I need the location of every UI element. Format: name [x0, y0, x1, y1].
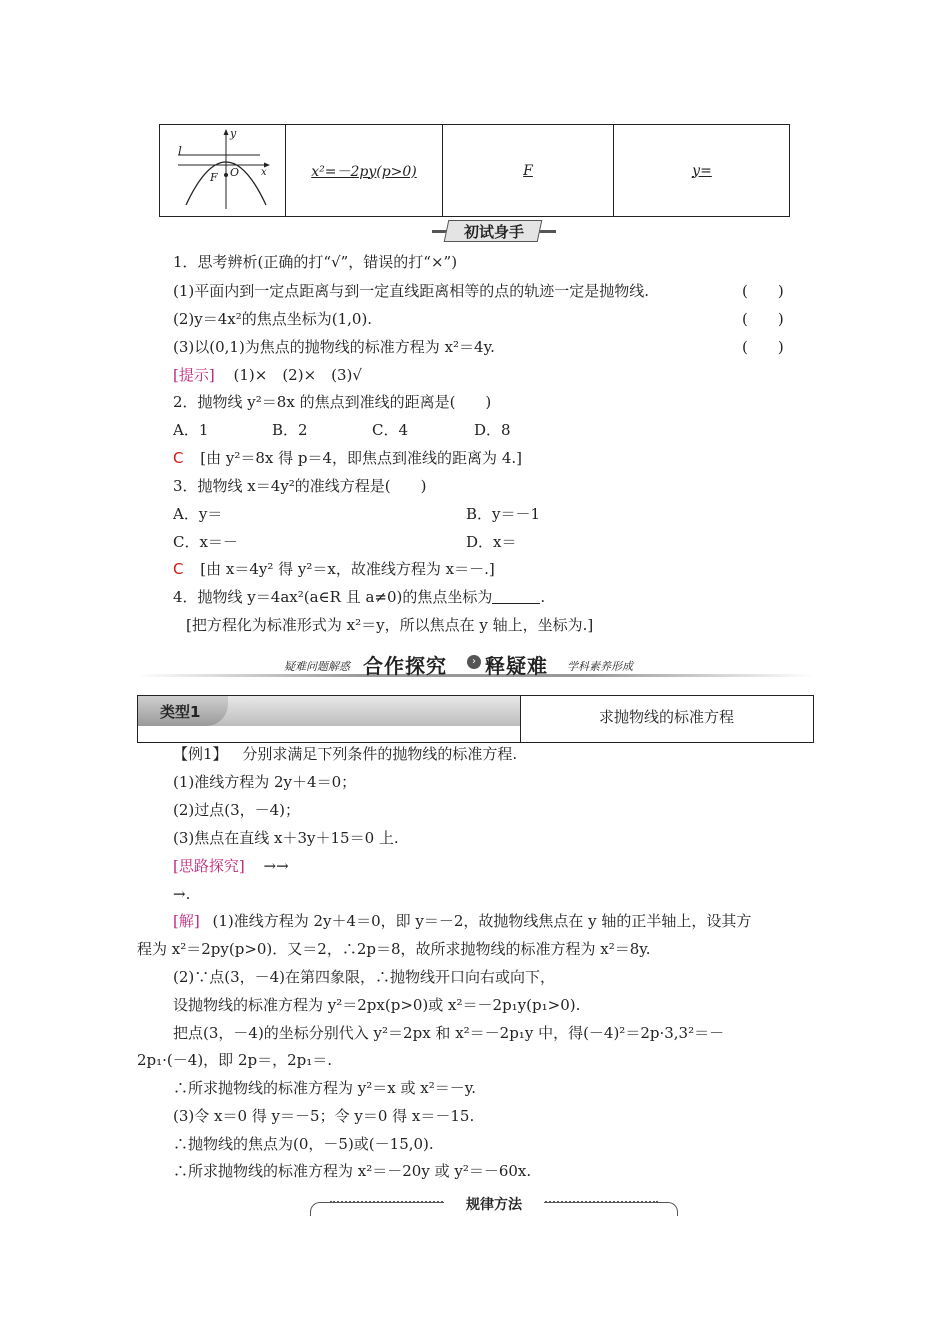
solution-label: [解]: [173, 912, 200, 930]
q1-paren-2: ( ): [742, 310, 784, 328]
q1-item-1: (1)平面内到一定点距离与到一定直线距离相等的点的轨迹一定是抛物线.: [173, 282, 650, 300]
idea-label: [思路探究]: [173, 857, 245, 875]
q2-option-c: C．4: [372, 421, 409, 439]
section-banner-try: [432, 220, 556, 242]
solution-line-1: [173, 911, 751, 931]
q2-answer-letter: C: [173, 449, 184, 467]
section-title: 初试身手: [463, 223, 524, 241]
type-title: 求抛物线的标准方程: [598, 708, 734, 726]
section-banner-cooperate: [137, 646, 814, 684]
solution-line-6: 2p₁·(－4)，即 2p＝，2p₁＝.: [137, 1051, 333, 1069]
q1-hint: [173, 365, 362, 385]
example-label: 【例1】: [173, 745, 228, 763]
q2-option-b: B．2: [272, 421, 308, 439]
type-header: [137, 695, 814, 743]
example-item-2: (2)过点(3，－4)；: [173, 801, 301, 819]
q3-answer-letter: C: [173, 560, 184, 578]
q2-answer: [173, 448, 522, 468]
q2-option-a: A．1: [173, 421, 209, 439]
banner-arrow-icon: ›: [467, 655, 481, 669]
q1-item-2: (2)y＝4x²的焦点坐标为(1,0).: [173, 310, 373, 328]
example-text: 分别求满足下列条件的抛物线的标准方程.: [242, 745, 518, 763]
q2-option-d: D．8: [474, 421, 511, 439]
parabola-graph-svg: [174, 129, 274, 213]
solution-line-10: ∴所求抛物线的标准方程为 x²＝－20y 或 y²＝－60x.: [173, 1162, 532, 1180]
example-item-3: (3)焦点在直线 x＋3y＋15＝0 上.: [173, 829, 399, 847]
idea-line: [173, 856, 289, 876]
q4-end: .: [540, 588, 546, 606]
banner-title-1: 合作探究: [363, 654, 447, 678]
banner-title-2: 释疑难: [485, 654, 548, 678]
q4-blank: [492, 589, 540, 604]
idea-line-2: →.: [173, 885, 191, 903]
graph-label-F: F: [210, 171, 218, 184]
example-item-1: (1)准线方程为 2y＋4＝0；: [173, 773, 357, 791]
hint-label: [提示]: [173, 366, 215, 384]
cell-directrix: y=: [613, 125, 790, 216]
banner-left-text: 疑难问题解惑: [284, 660, 350, 673]
graph-label-l: l: [178, 144, 182, 158]
parabola-graph: [174, 129, 274, 213]
q1-item-3: (3)以(0,1)为焦点的抛物线的标准方程为 x²＝4y.: [173, 338, 495, 356]
solution-text-1: (1)准线方程为 2y＋4＝0，即 y＝－2，故抛物线焦点在 y 轴的正半轴上，设其方: [212, 912, 752, 930]
type-tag: 类型1: [160, 703, 201, 721]
graph-label-x: x: [261, 167, 267, 178]
parabola-table: [159, 124, 790, 217]
graph-label-y: y: [230, 127, 237, 140]
solution-line-5: 把点(3，－4)的坐标分别代入 y²＝2px 和 x²＝－2p₁y 中，得(－4)²＝2p·3,3²＝－: [173, 1024, 725, 1042]
solution-line-4: 设抛物线的标准方程为 y²＝2px(p>0)或 x²＝－2p₁y(p₁>0).: [173, 996, 581, 1014]
type-tab: [138, 696, 520, 726]
q4-text: 4．抛物线 y＝4ax²(a∈R 且 a≠0)的焦点坐标为: [173, 588, 493, 606]
method-banner: [310, 1194, 678, 1216]
idea-arrows: →→: [263, 857, 289, 875]
q3-option-b: B．y＝－1: [466, 505, 541, 523]
q3-option-c: C．x＝－: [173, 533, 238, 551]
q1-title: 1．思考辨析(正确的打“√”，错误的打“×”): [173, 253, 458, 271]
q3-explain: [由 x＝4y² 得 y²＝x，故准线方程为 x＝－.]: [200, 560, 495, 578]
cell-focus: F: [442, 125, 613, 216]
q3-title: 3．抛物线 x＝4y²的准线方程是( ): [173, 477, 427, 495]
graph-label-O: O: [230, 166, 240, 179]
solution-line-9: ∴抛物线的焦点为(0，－5)或(－15,0).: [173, 1135, 434, 1153]
banner-right-text: 学科素养形成: [567, 660, 633, 673]
example-head: [173, 744, 517, 764]
hint-text: (1)× (2)× (3)√: [233, 366, 362, 384]
solution-line-2: 程为 x²＝2py(p>0)．又＝2，∴2p＝8，故所求抛物线的标准方程为 x²＝8y.: [137, 940, 651, 958]
solution-line-3: (2)∵点(3，－4)在第四象限，∴抛物线开口向右或向下，: [173, 968, 556, 986]
q2-title: 2．抛物线 y²＝8x 的焦点到准线的距离是( ): [173, 393, 492, 411]
q1-paren-1: ( ): [742, 282, 784, 300]
solution-line-8: (3)令 x＝0 得 y＝－5；令 y＝0 得 x＝－15.: [173, 1107, 475, 1125]
q1-paren-3: ( ): [742, 338, 784, 356]
q4-title: [173, 587, 545, 607]
q2-explain: [由 y²＝8x 得 p＝4，即焦点到准线的距离为 4.]: [200, 449, 522, 467]
q4-explain: [把方程化为标准形式为 x²＝y，所以焦点在 y 轴上，坐标为.]: [186, 616, 594, 634]
q3-answer: [173, 559, 495, 579]
q3-option-d: D．x＝: [466, 533, 517, 551]
cell-formula: x²=－2py(p>0): [285, 125, 442, 216]
solution-line-7: ∴所求抛物线的标准方程为 y²＝x 或 x²＝－y.: [173, 1079, 476, 1097]
q3-option-a: A．y＝: [173, 505, 223, 523]
method-title: 规律方法: [444, 1194, 544, 1214]
